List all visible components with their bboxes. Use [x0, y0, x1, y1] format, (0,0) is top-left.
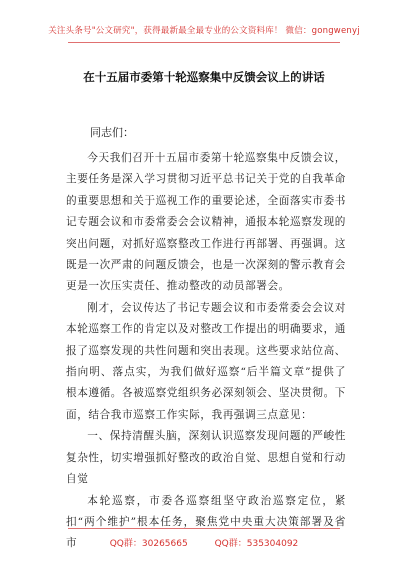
footer [0, 536, 408, 549]
footer-divider [68, 528, 340, 529]
section-heading: 一、保持清醒头脑，深刻认识巡察发现问题的严峻性复杂性，切实增强抓好整改的政治自觉、思想自觉和行动自觉 [66, 430, 346, 486]
salutation: 同志们： [90, 126, 134, 139]
document-title: 在十五届市委第十轮巡察集中反馈会议上的讲话 [83, 70, 325, 84]
paragraph: 今天我们召开十五届市委第十轮巡察集中反馈会议，主要任务是深入学习贯彻习近平总书记关于党的自我革命的重要思想和关于巡视工作的重要论述，全面落实市委书记专题会议和市委常委会会议精神，通报本轮巡察发现的突出问题，对抓好巡察整改工作进行再部署、再强调。这既是一次严肃的问题反馈会，也是一次深刻的警示教育会更是一次压实责任、推动整改的动员部署会。 [66, 152, 346, 293]
document-body [66, 148, 346, 555]
paragraph: 刚才，会议传达了书记专题会议和市委常委会会议对本轮巡察工作的肯定以及对整改工作提出的明确要求，通报了巡察发现的共性问题和突出表现。这些要求站位高、指向明、落点实，为我们做好巡察“后半篇文章”提供了根本遵循。各被巡察党组织务必深刻领会、坚决贯彻。下面，结合我市巡察工作实际，我再强调三点意见： [66, 301, 346, 421]
header-divider [68, 42, 340, 43]
footer-qq-group-1: QQ群：30265665 [109, 539, 188, 549]
header-banner: 关注头条号"公文研究"，获得最新最全最专业的公文资料库！ 微信：gongwenyj [48, 26, 360, 36]
paragraph: 本轮巡察，市委各巡察组坚守政治巡察定位，紧扣“两个维护”根本任务，聚焦党中央重大决策部署及省市 [66, 494, 346, 550]
footer-qq-group-2: QQ群：535304092 [214, 539, 299, 549]
